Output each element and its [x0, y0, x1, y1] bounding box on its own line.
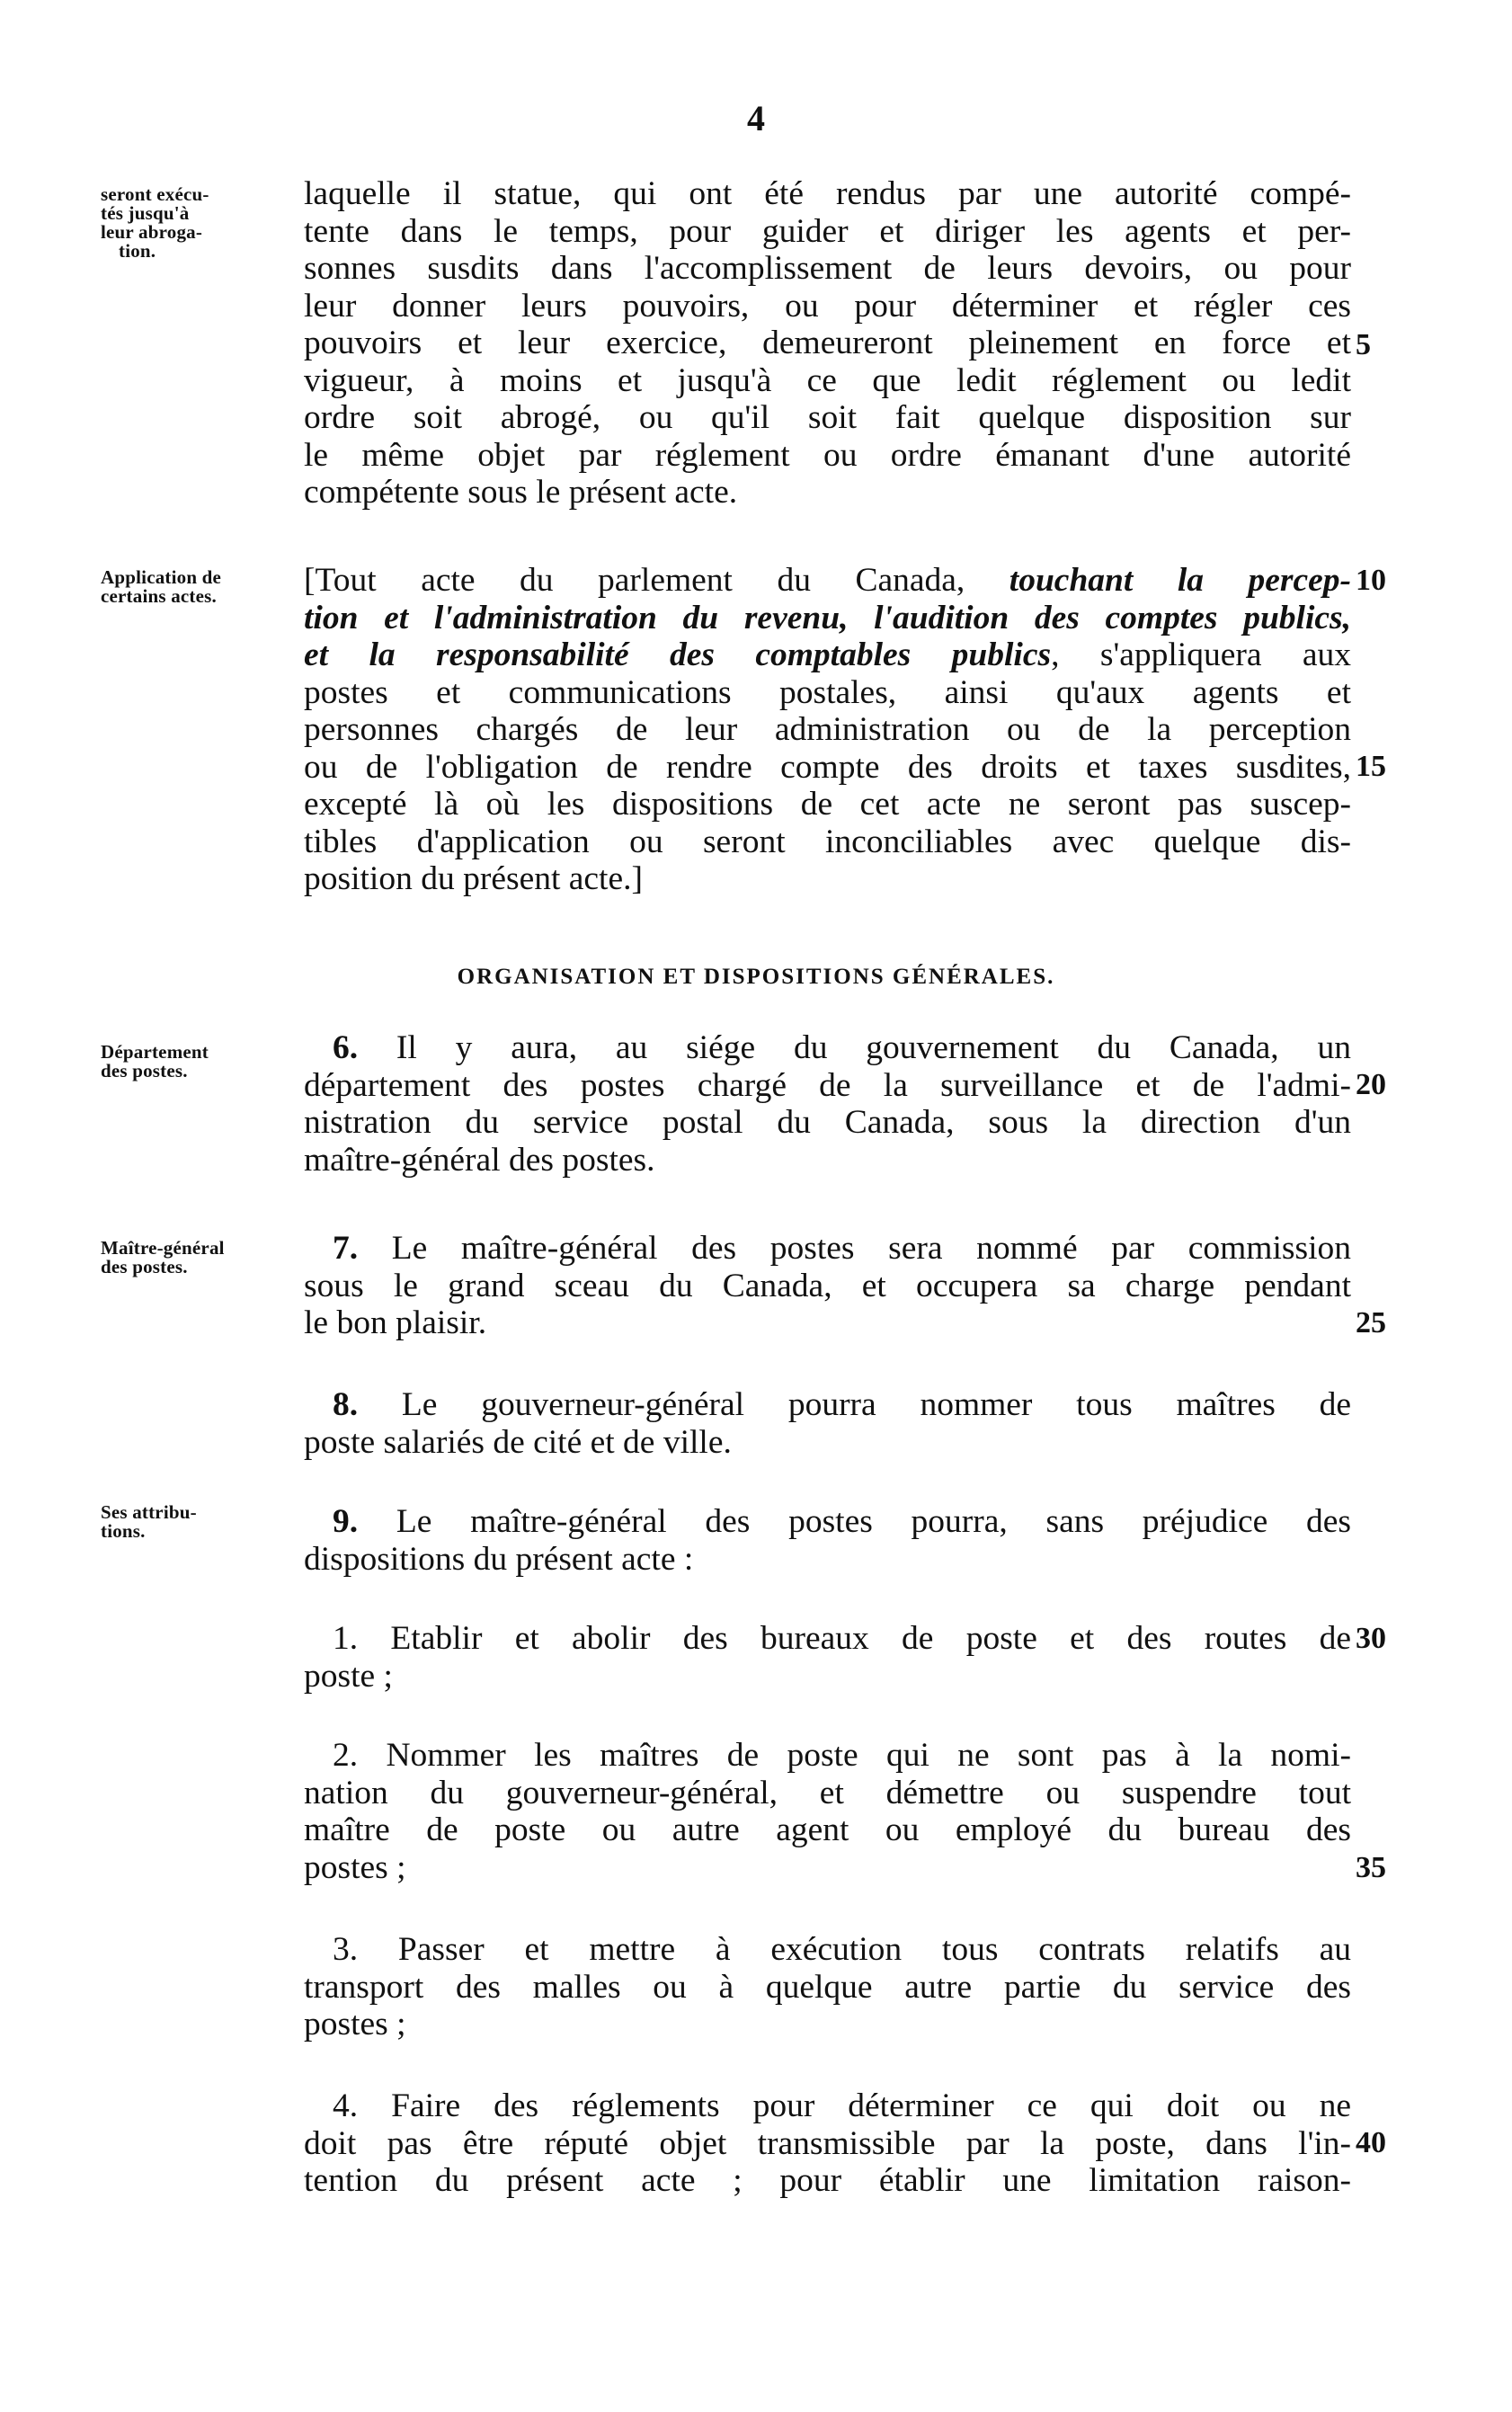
margin-note-seront: seront exécu- tés jusqu'à leur abroga- tion.: [101, 183, 209, 262]
line-number-35: 35: [1356, 1851, 1386, 1884]
item-2: 2. Nommer les maîtres de poste qui ne sont pas à la nomi- nation du gouverneur-général, et démettre ou suspendre tout maître de poste ou autre agent ou employé du bureau des postes ;: [304, 1737, 1351, 1886]
paragraph-application: [Tout acte du parlement du Canada, touchant la percep- tion et l'administration du revenu, l'audition des comptes publics, et la responsabilité des comptables publics, s'appliquera aux postes et communications postales, ainsi qu'aux agents et personnes chargés de leur administration ou de la perception ou de l'obligation de rendre compte des droits et taxes susdites, excepté là où les dispositions de cet acte ne seront pas suscep- tibles d'application ou seront inconciliables avec quelque dis- position du présent acte.]: [304, 562, 1352, 897]
item-1: 1. Etablir et abolir des bureaux de poste et des routes de poste ;: [304, 1620, 1351, 1695]
line-number-40: 40: [1356, 2126, 1386, 2159]
section-6: 6. Il y aura, au siége du gouvernement du Canada, un département des postes chargé de la surveillance et de l'admi- nistration du service postal du Canada, sous la direction d'un maître-général des postes.: [304, 1029, 1351, 1179]
margin-note-attributions: Ses attribu- tions.: [101, 1501, 197, 1542]
paragraph-continuation: laquelle il statue, qui ont été rendus par une autorité compé- tente dans le temps, pour guider et diriger les agents et per- sonnes susdits dans l'accomplissement de leurs devoirs, ou pour leur donner leurs pouvoirs, ou pour déterminer et régler ces pouvoirs et leur exercice, demeureront pleinement en force et vigueur, à moins et jusqu'à ce que ledit réglement ou ledit ordre soit abrogé, ou qu'il soit fait quelque disposition sur le même objet par réglement ou ordre émanant d'une autorité compétente sous le présent acte.: [304, 175, 1351, 511]
section-9: 9. Le maître-général des postes pourra, sans préjudice des dispositions du présent acte :: [304, 1503, 1351, 1578]
page-number: 4: [747, 98, 765, 138]
item-4: 4. Faire des réglements pour déterminer ce qui doit ou ne doit pas être réputé objet transmissible par la poste, dans l'in- tention du présent acte ; pour établir une limitation raison-: [304, 2087, 1351, 2199]
section-heading: ORGANISATION ET DISPOSITIONS GÉNÉRALES.: [457, 965, 1055, 989]
section-8: 8. Le gouverneur-général pourra nommer tous maîtres de poste salariés de cité et de ville.: [304, 1386, 1351, 1461]
line-number-20: 20: [1356, 1068, 1386, 1101]
line-number-5: 5: [1356, 328, 1371, 361]
item-3: 3. Passer et mettre à exécution tous contrats relatifs au transport des malles ou à quelque autre partie du service des postes ;: [304, 1931, 1351, 2043]
line-number-30: 30: [1356, 1622, 1386, 1655]
line-number-10: 10: [1356, 564, 1386, 597]
line-number-15: 15: [1356, 750, 1386, 783]
margin-note-maitre-general: Maître-général des postes.: [101, 1237, 225, 1277]
margin-note-application: Application de certains actes.: [101, 566, 222, 607]
margin-note-departement: Département des postes.: [101, 1041, 209, 1081]
section-7: 7. Le maître-général des postes sera nommé par commission sous le grand sceau du Canada, et occupera sa charge pendant le bon plaisir.: [304, 1230, 1351, 1341]
line-number-25: 25: [1356, 1306, 1386, 1340]
